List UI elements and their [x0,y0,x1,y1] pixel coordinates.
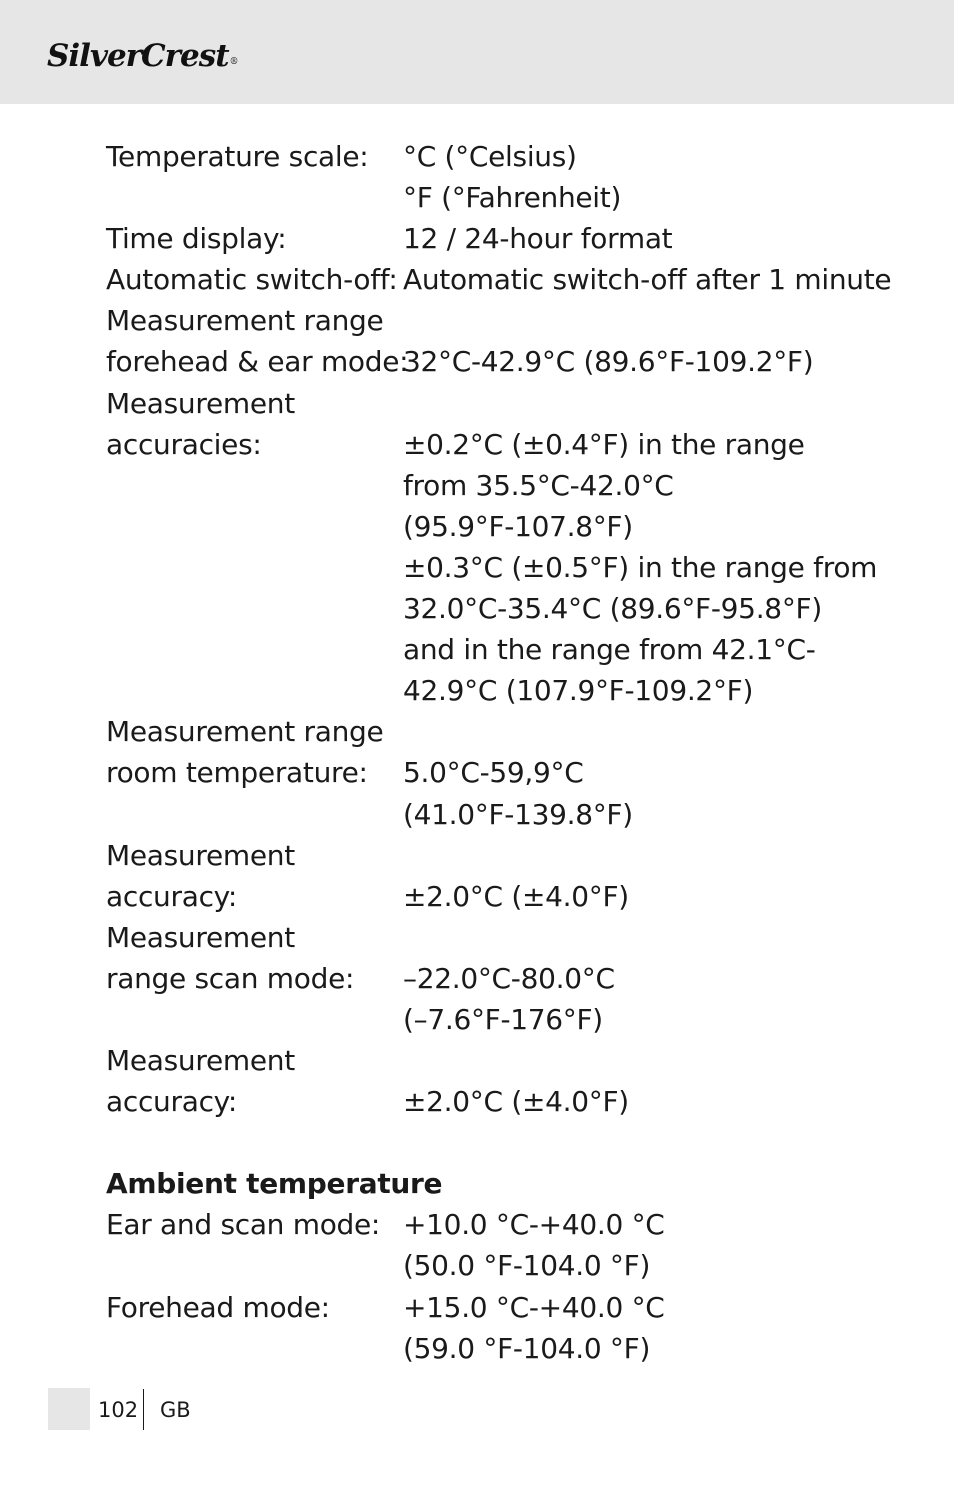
spec-label: Measurement range [106,304,384,338]
spec-label: accuracy: [106,879,238,913]
spec-value: ±2.0°C (±4.0°F) [403,1085,629,1119]
spec-row [106,177,866,218]
spec-value: (50.0 °F-104.0 °F) [403,1249,651,1283]
spec-row [106,670,866,711]
spec-row [106,794,866,835]
spec-row [106,876,866,917]
spec-value: °F (°Fahrenheit) [403,181,622,215]
spec-label: Time display: [106,222,287,256]
spec-row [106,588,866,629]
spec-value: ±2.0°C (±4.0°F) [403,879,629,913]
spec-value: (59.0 °F-104.0 °F) [403,1331,651,1365]
spec-row [106,629,866,670]
ambient-list [106,1204,866,1368]
spec-label: accuracy: [106,1085,238,1119]
spec-value: ±0.2°C (±0.4°F) in the range [403,427,805,461]
spec-label [106,1245,403,1286]
spec-value: and in the range from 42.1°C- [403,633,816,667]
brand-name: SilverCrest [47,38,229,74]
spec-label [106,506,403,547]
spec-value: Automatic switch-off after 1 minute [403,263,892,297]
spec-value: +10.0 °C-+40.0 °C [403,1208,665,1242]
trademark-symbol: ® [229,57,238,67]
spec-label: accuracies: [106,427,262,461]
spec-label [106,547,403,588]
spec-label [106,999,403,1040]
spec-value: 42.9°C (107.9°F-109.2°F) [403,674,754,708]
spec-row [106,300,866,341]
spec-value: ±0.3°C (±0.5°F) in the range from [403,550,878,584]
spec-label: Temperature scale: [106,140,369,173]
spec-label: Measurement [106,386,295,420]
spec-value: –22.0°C-80.0°C [403,961,615,995]
spec-label [106,670,403,711]
spec-row [106,1040,866,1081]
spec-label: Forehead mode: [106,1290,330,1324]
spec-value: 5.0°C-59,9°C [403,756,584,790]
spec-row [106,1328,866,1369]
spec-row [106,1204,866,1245]
spec-list [106,136,892,1122]
spec-value: (41.0°F-139.8°F) [403,797,633,831]
spec-value: (–7.6°F-176°F) [403,1002,603,1036]
spec-value: °C (°Celsius) [403,140,577,173]
spec-label [106,177,403,218]
footer-marker [48,1388,90,1430]
spec-label: range scan mode: [106,961,355,995]
spec-row [106,506,866,547]
spec-row [106,1081,866,1122]
footer-divider [143,1389,144,1430]
spec-value: 12 / 24-hour format [403,222,673,256]
spec-label: Measurement [106,920,295,954]
spec-row [106,547,878,588]
spec-row [106,1245,866,1286]
spec-label: room temperature: [106,756,368,790]
page-number: 102 [98,1398,139,1422]
spec-value: from 35.5°C-42.0°C [403,468,674,502]
spec-row [106,917,866,958]
spec-row [106,259,892,300]
spec-label [106,465,403,506]
spec-label: forehead & ear mode: [106,345,409,379]
spec-label [106,629,403,670]
spec-label: Measurement range [106,715,384,749]
spec-value: +15.0 °C-+40.0 °C [403,1290,665,1324]
spec-row [106,424,866,465]
spec-row [106,341,866,382]
brand-logo [47,36,238,76]
spec-value: (95.9°F-107.8°F) [403,509,633,543]
section-title-ambient: Ambient temperature [106,1167,443,1201]
spec-row [106,999,866,1040]
spec-value: 32°C-42.9°C (89.6°F-109.2°F) [403,345,814,379]
spec-row [106,752,866,793]
spec-label [106,588,403,629]
spec-label: Measurement [106,1044,295,1078]
spec-row [106,835,866,876]
spec-row [106,383,866,424]
spec-row [106,1287,866,1328]
spec-row [106,958,866,999]
page-header [0,0,954,104]
spec-label [106,794,403,835]
spec-row [106,218,866,259]
spec-content [106,136,892,1369]
spec-row [106,465,866,506]
spec-value: 32.0°C-35.4°C (89.6°F-95.8°F) [403,592,822,626]
language-code: GB [160,1398,191,1422]
spec-label: Automatic switch-off: [106,263,398,297]
spec-row [106,711,866,752]
spec-label [106,1328,403,1369]
spec-row [106,136,866,177]
spec-label: Ear and scan mode: [106,1208,381,1242]
spec-label: Measurement [106,838,295,872]
